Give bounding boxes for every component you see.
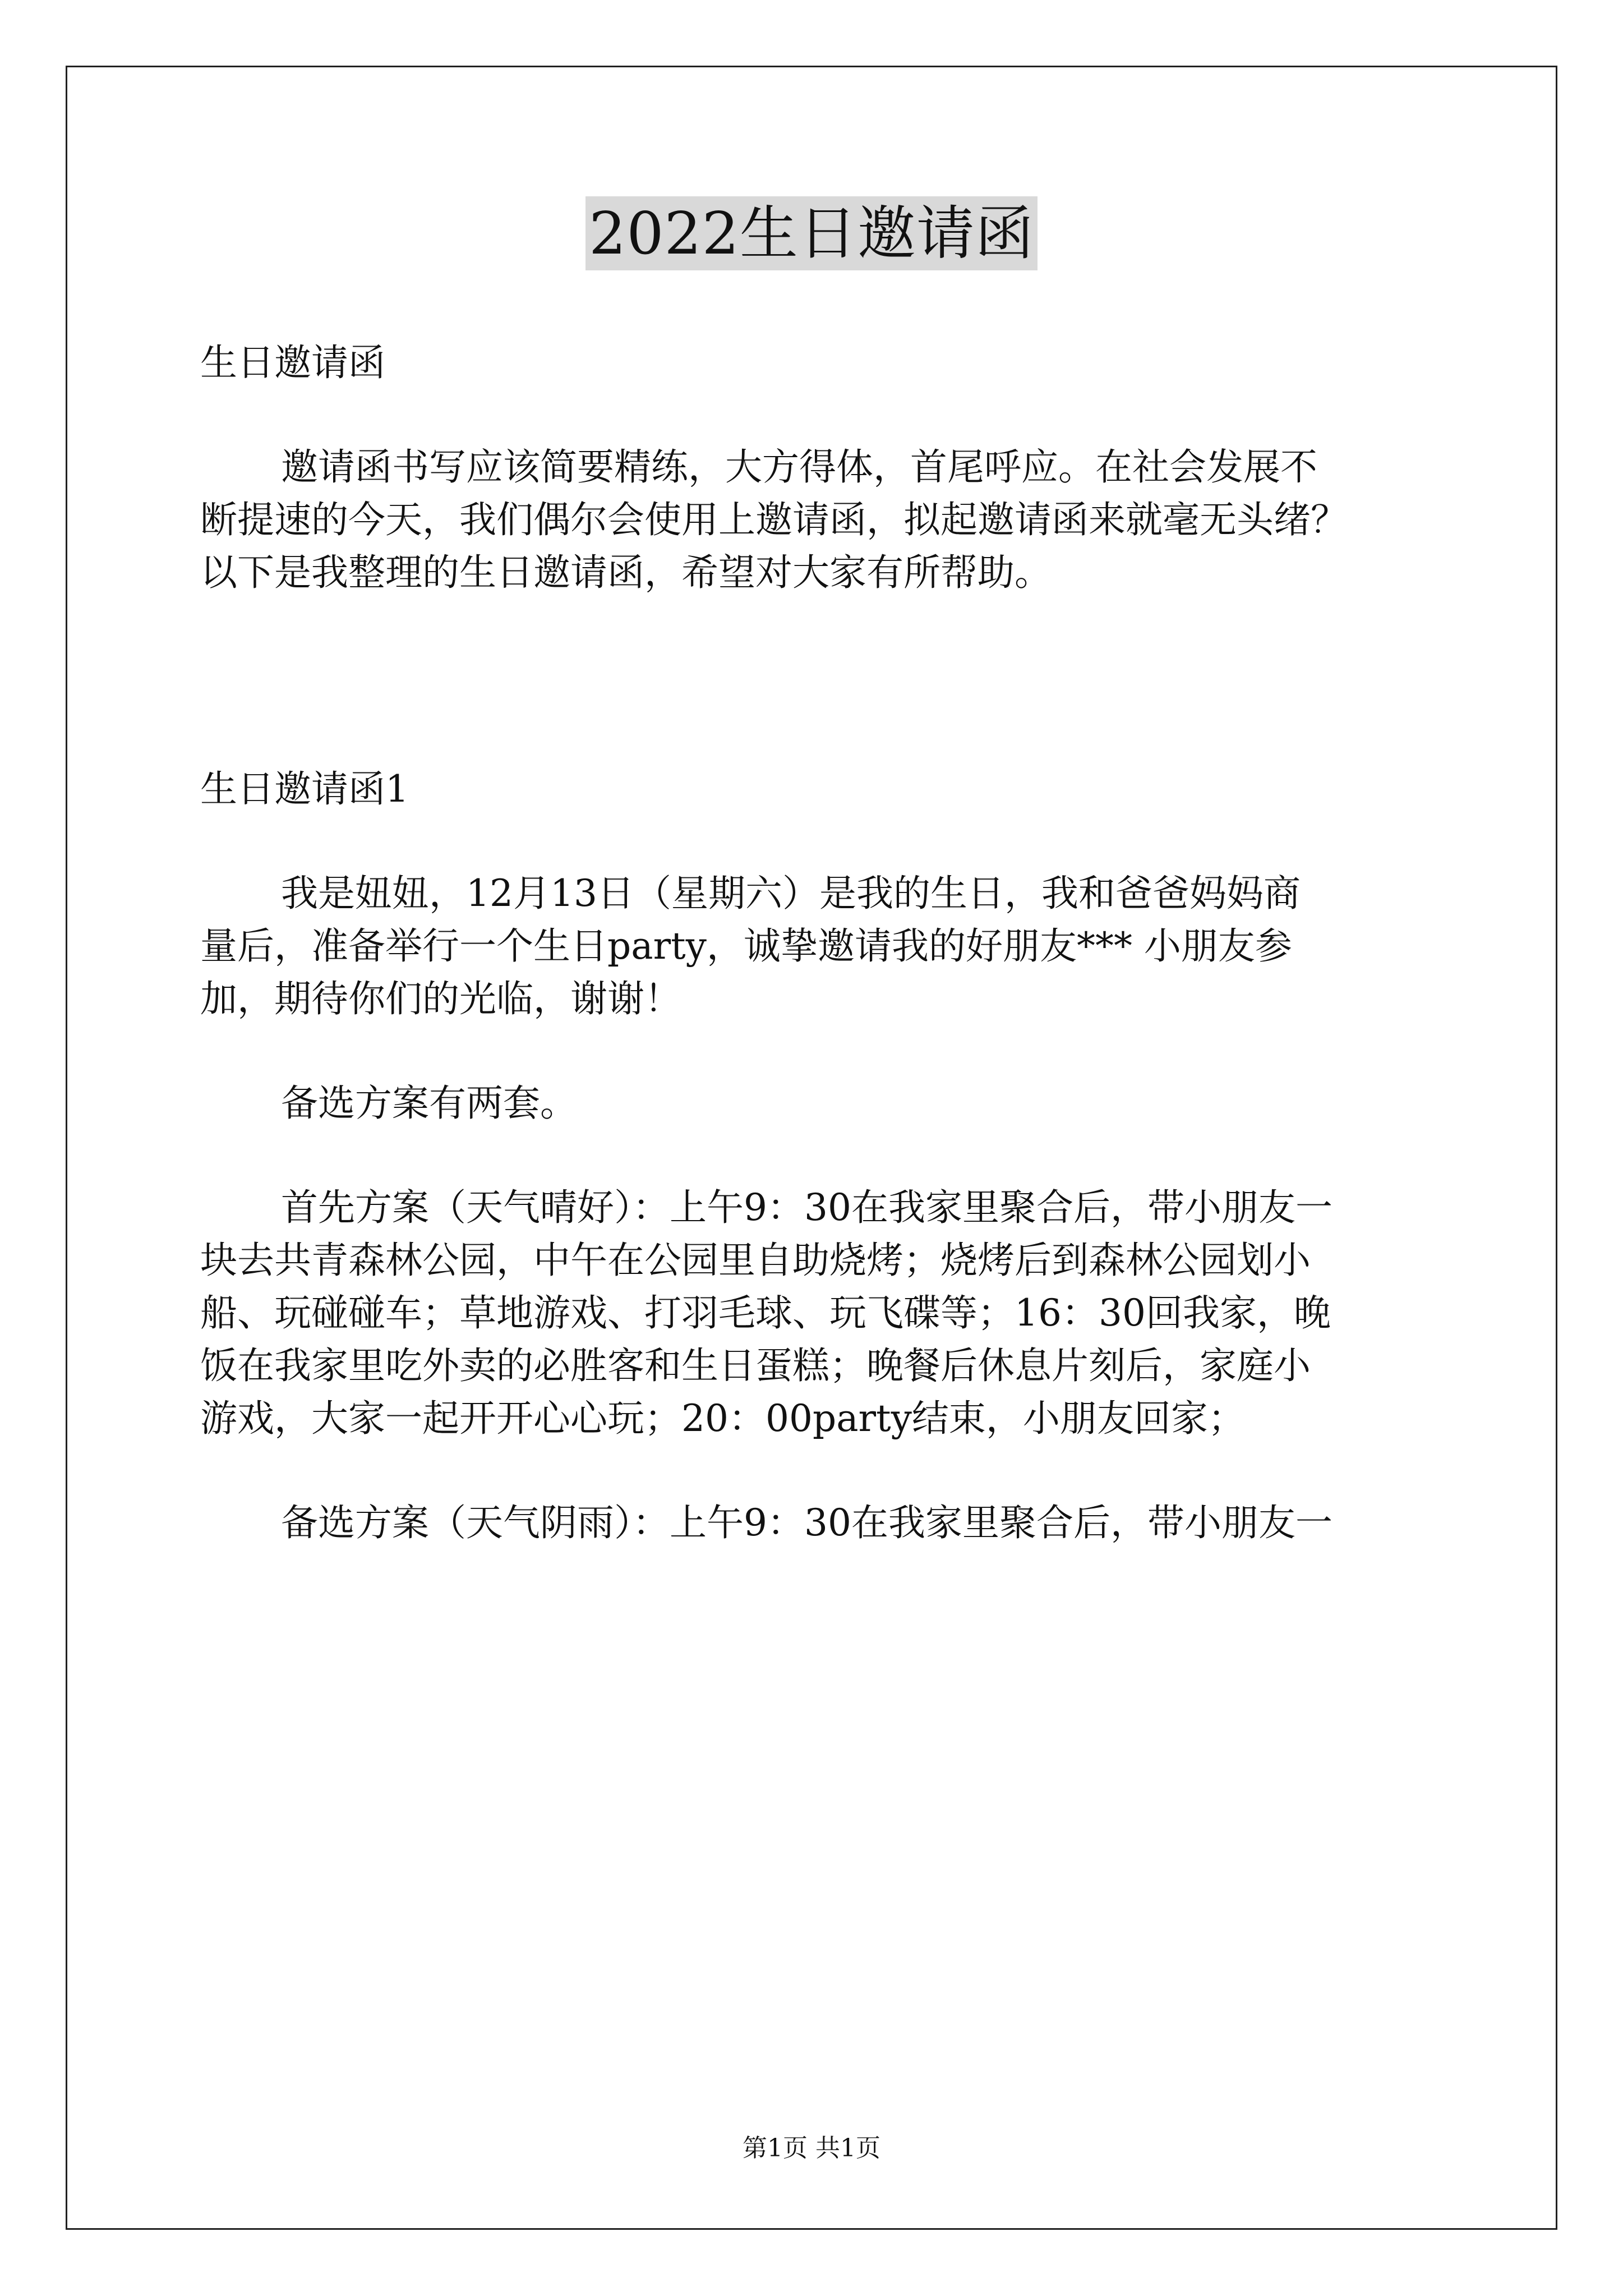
section1-paragraph-3 (200, 1181, 1434, 1445)
section1-paragraph-4 (200, 1497, 1434, 1549)
paragraph-line: 备选方案有两套。 (281, 1082, 577, 1125)
intro-line: 以下是我整理的生日邀请函，希望对大家有所帮助。 (200, 551, 1052, 594)
section1-paragraph-1 (200, 867, 1434, 1025)
document-title: 2022生日邀请函 (585, 196, 1038, 270)
page-footer: 第1页 共1页 (743, 2134, 880, 2162)
intro-line: 邀请函书写应该简要精练，大方得体，首尾呼应。在社会发展不 (281, 445, 1317, 489)
section1-paragraph-2 (200, 1077, 1434, 1130)
paragraph-line: 游戏，大家一起开开心心玩；20：00party结束，小朋友回家； (200, 1397, 1245, 1440)
section1-heading: 生日邀请函1 (200, 767, 409, 811)
section-gap (200, 651, 1434, 763)
paragraph-line: 船、玩碰碰车；草地游戏、打羽毛球、玩飞碟等；16：30回我家，晚 (200, 1291, 1331, 1335)
document-body (200, 337, 1434, 1601)
paragraph-line: 块去共青森林公园，中午在公园里自助烧烤；烧烤后到森林公园划小 (200, 1239, 1311, 1282)
paragraph-line: 我是妞妞，12月13日（星期六）是我的生日，我和爸爸妈妈商 (281, 872, 1301, 915)
paragraph-line: 量后，准备举行一个生日party，诚挚邀请我的好朋友*** 小朋友参 (200, 924, 1292, 968)
title-container (0, 196, 1623, 270)
paragraph-line: 饭在我家里吃外卖的必胜客和生日蛋糕；晚餐后休息片刻后，家庭小 (200, 1344, 1311, 1387)
intro-heading: 生日邀请函 (200, 341, 385, 384)
paragraph-line: 备选方案（天气阴雨）：上午9：30在我家里聚合后，带小朋友一 (281, 1501, 1332, 1544)
intro-line: 断提速的今天，我们偶尔会使用上邀请函，拟起邀请函来就毫无头绪？ (200, 498, 1348, 541)
paragraph-line: 加，期待你们的光临，谢谢！ (200, 977, 681, 1020)
paragraph-line: 首先方案（天气晴好）：上午9：30在我家里聚合后，带小朋友一 (281, 1186, 1332, 1229)
intro-paragraph (200, 441, 1434, 599)
